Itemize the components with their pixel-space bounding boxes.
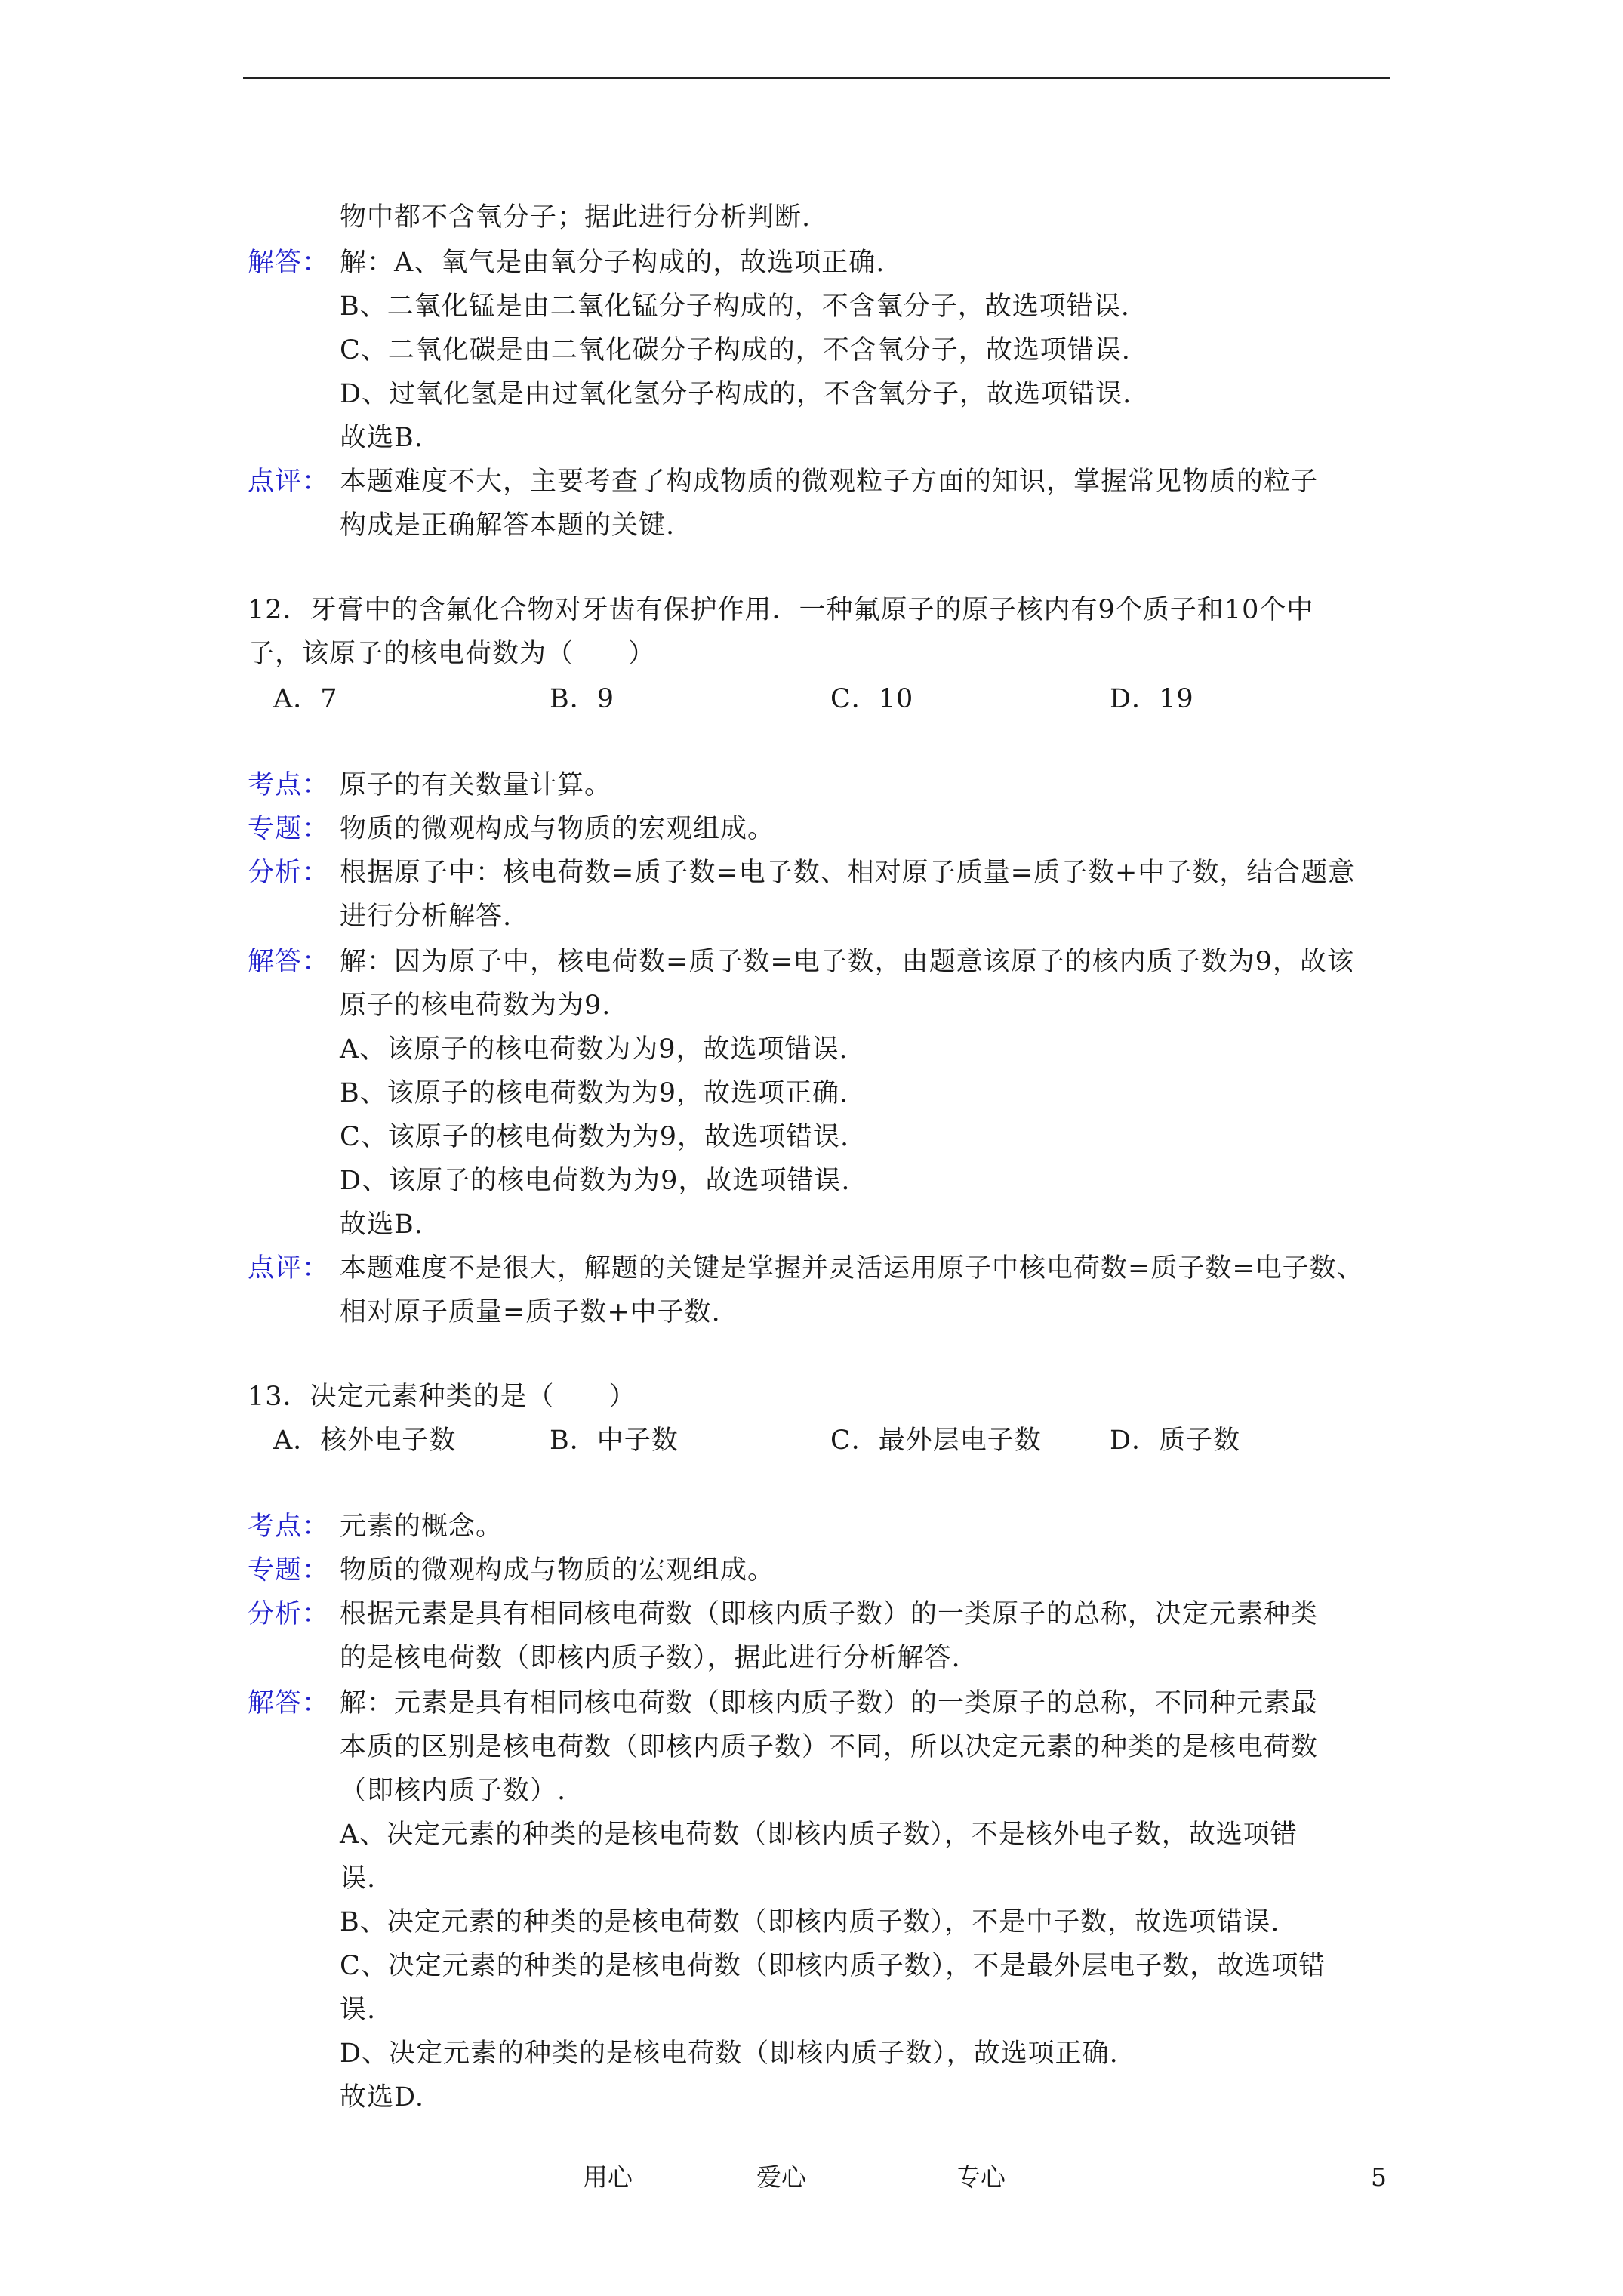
- q12-answer-line: A、该原子的核电荷数为为9，故选项错误.: [340, 1034, 848, 1065]
- q12-comment-label: 点评：: [248, 1253, 330, 1284]
- q12-answer-label: 解答：: [248, 947, 330, 977]
- q13-option-c: C．最外层电子数: [830, 1425, 1042, 1456]
- page-number: 5: [1371, 2162, 1387, 2192]
- q11-answer-line: C、二氧化碳是由二氧化碳分子构成的，不含氧分子，故选项错误.: [340, 335, 1131, 365]
- q13-answer-line: B、决定元素的种类的是核电荷数（即核内质子数），不是中子数，故选项错误.: [340, 1907, 1280, 1937]
- q12-stem-line: 12．牙膏中的含氟化合物对牙齿有保护作用．一种氟原子的原子核内有9个质子和10个中: [248, 595, 1314, 625]
- q11-comment-line: 本题难度不大，主要考查了构成物质的微观粒子方面的知识，掌握常见物质的粒子: [340, 467, 1319, 497]
- q13-answer-line: A、决定元素的种类的是核电荷数（即核内质子数），不是核外电子数，故选项错: [340, 1820, 1298, 1850]
- q12-answer-line: C、该原子的核电荷数为为9，故选项错误.: [340, 1122, 850, 1152]
- q11-comment-label: 点评：: [248, 467, 330, 497]
- q11-answer-line: D、过氧化氢是由过氧化氢分子构成的，不含氧分子，故选项错误.: [340, 379, 1132, 409]
- q13-option-b: B．中子数: [550, 1425, 679, 1456]
- footer-item: 用心: [583, 2162, 633, 2192]
- q13-answer-line: 误.: [340, 1995, 377, 2025]
- q13-answer-line: 本质的区别是核电荷数（即核内质子数）不同，所以决定元素的种类的是核电荷数: [340, 1732, 1319, 1762]
- q11-answer-line: B、二氧化锰是由二氧化锰分子构成的，不含氧分子，故选项错误.: [340, 291, 1130, 322]
- footer-item: 专心: [956, 2162, 1006, 2192]
- q13-fenxi-line: 的是核电荷数（即核内质子数），据此进行分析解答.: [340, 1643, 961, 1673]
- q13-fenxi-label: 分析：: [248, 1599, 330, 1629]
- q13-answer-line: C、决定元素的种类的是核电荷数（即核内质子数），不是最外层电子数，故选项错: [340, 1951, 1326, 1981]
- q13-kaodian: 元素的概念。: [340, 1512, 504, 1542]
- q12-option-d: D．19: [1110, 684, 1194, 714]
- q12-fenxi-label: 分析：: [248, 858, 330, 888]
- q13-answer-line: 解：元素是具有相同核电荷数（即核内质子数）的一类原子的总称，不同种元素最: [340, 1688, 1319, 1718]
- q12-kaodian: 原子的有关数量计算。: [340, 770, 612, 800]
- footer-item: 爱心: [756, 2162, 806, 2192]
- q13-answer-label: 解答：: [248, 1688, 330, 1718]
- q13-answer-line: 故选D.: [340, 2082, 424, 2113]
- header-rule: [243, 77, 1390, 79]
- q13-answer-line: （即核内质子数）.: [340, 1776, 567, 1806]
- q11-comment-line: 构成是正确解答本题的关键.: [340, 510, 676, 541]
- q13-stem: 13．决定元素种类的是（ ）: [248, 1382, 636, 1412]
- q11-answer-label: 解答：: [248, 248, 330, 278]
- q13-answer-line: 误.: [340, 1863, 377, 1894]
- q11-answer-line: 故选B.: [340, 423, 423, 453]
- q13-fenxi-line: 根据元素是具有相同核电荷数（即核内质子数）的一类原子的总称，决定元素种类: [340, 1599, 1319, 1629]
- q12-fenxi-line: 根据原子中：核电荷数=质子数=电子数、相对原子质量=质子数+中子数，结合题意: [340, 858, 1356, 888]
- q12-answer-line: D、该原子的核电荷数为为9，故选项错误.: [340, 1166, 851, 1196]
- q12-option-c: C．10: [830, 684, 914, 714]
- q12-comment-line: 相对原子质量=质子数+中子数.: [340, 1297, 721, 1327]
- q12-zhuanti: 物质的微观构成与物质的宏观组成。: [340, 814, 775, 844]
- q12-answer-line: 故选B.: [340, 1210, 423, 1240]
- q12-comment-line: 本题难度不是很大，解题的关键是掌握并灵活运用原子中核电荷数=质子数=电子数、: [340, 1253, 1364, 1284]
- q12-answer-line: B、该原子的核电荷数为为9，故选项正确.: [340, 1078, 849, 1108]
- q12-answer-line: 解：因为原子中，核电荷数=质子数=电子数，由题意该原子的核内质子数为9，故该: [340, 947, 1354, 977]
- q12-kaodian-label: 考点：: [248, 770, 330, 800]
- q12-option-a: A．7: [273, 684, 338, 714]
- q13-zhuanti-label: 专题：: [248, 1555, 330, 1586]
- q11-answer-line: 解：A、氧气是由氧分子构成的，故选项正确.: [340, 248, 885, 278]
- q12-option-b: B．9: [550, 684, 614, 714]
- q13-kaodian-label: 考点：: [248, 1512, 330, 1542]
- q13-answer-line: D、决定元素的种类的是核电荷数（即核内质子数），故选项正确.: [340, 2039, 1119, 2069]
- q12-zhuanti-label: 专题：: [248, 814, 330, 844]
- analysis-continuation: 物中都不含氧分子；据此进行分析判断.: [340, 202, 812, 233]
- q13-zhuanti: 物质的微观构成与物质的宏观组成。: [340, 1555, 775, 1586]
- q12-answer-line: 原子的核电荷数为为9.: [340, 991, 611, 1021]
- q13-option-a: A．核外电子数: [273, 1425, 457, 1456]
- q12-fenxi-line: 进行分析解答.: [340, 901, 513, 932]
- q13-option-d: D．质子数: [1110, 1425, 1241, 1456]
- q12-stem-line: 子，该原子的核电荷数为（ ）: [248, 639, 656, 669]
